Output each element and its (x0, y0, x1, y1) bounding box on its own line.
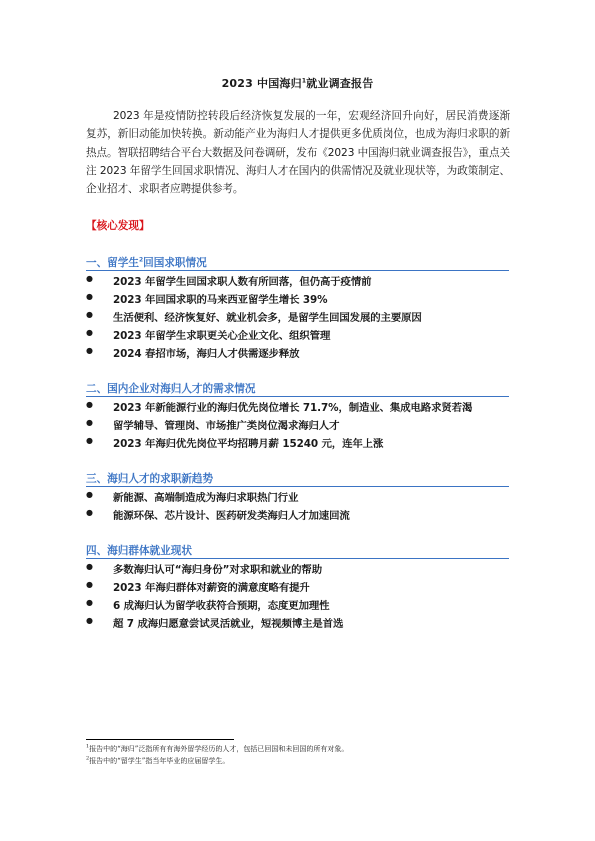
report-title (0, 75, 595, 91)
footnote-2-text: 报告中的“留学生”指当年毕业的应届留学生。 (89, 757, 230, 765)
section-2-rule (86, 396, 509, 397)
list-item-text: 6 成海归认为留学收获符合预期，态度更加理性 (113, 600, 330, 612)
section-1-title-suffix: 回国求职情况 (143, 257, 207, 269)
footnote-2-mark: 2 (86, 755, 90, 762)
footnote-separator (86, 739, 234, 740)
bullet-icon: ● (86, 508, 93, 517)
section-1-title (86, 255, 207, 270)
report-title-text: 2023 中国海归 (221, 77, 302, 90)
section-4-title: 四、海归群体就业现状 (86, 545, 192, 557)
core-findings-heading: 【核心发现】 (86, 220, 150, 232)
list-item-text: 2023 年回国求职的马来西亚留学生增长 39% (113, 294, 328, 306)
footnote-1-mark: 1 (86, 743, 90, 750)
footnote-1 (86, 744, 348, 754)
footnote-ref-1: 1 (301, 77, 307, 85)
section-4-rule (86, 558, 509, 559)
bullet-icon: ● (86, 274, 93, 283)
list-item-text: 新能源、高端制造成为海归求职热门行业 (113, 492, 299, 504)
section-1-rule (86, 270, 509, 271)
bullet-icon: ● (86, 598, 93, 607)
list-item-text: 生活便利、经济恢复好、就业机会多，是留学生回国发展的主要原因 (113, 312, 422, 324)
bullet-icon: ● (86, 490, 93, 499)
list-item-text: 多数海归认可“海归身份”对求职和就业的帮助 (113, 564, 322, 576)
list-item-text: 超 7 成海归愿意尝试灵活就业，短视频博主是首选 (113, 618, 344, 630)
report-title-suffix: 就业调查报告 (306, 77, 374, 90)
list-item-text: 2023 年留学生求职更关心企业文化、组织管理 (113, 330, 331, 342)
section-1-title-text: 一、留学生 (86, 257, 139, 269)
section-3-title: 三、海归人才的求职新趋势 (86, 473, 214, 485)
list-item-text: 留学辅导、管理岗、市场推广类岗位渴求海归人才 (113, 420, 340, 432)
list-item-text: 2023 年新能源行业的海归优先岗位增长 71.7%，制造业、集成电路求贤若渴 (113, 402, 473, 414)
bullet-icon: ● (86, 616, 93, 625)
bullet-icon: ● (86, 328, 93, 337)
footnote-ref-2: 2 (138, 256, 144, 264)
intro-paragraph: 2023 年是疫情防控转段后经济恢复发展的一年，宏观经济回升向好，居民消费逐渐复苏，新旧动能加快转换。新动能产业为海归人才提供更多优质岗位，也成为海归求职的新热点。智联招聘结合平台大数据及问卷调研，发布《2023 中国海归就业调查报告》，重点关注 2023 年留学生回国求职情况、海归人才在国内的供需情况及就业现状等，为政策制定、企业招才、求职者应聘提供参考。 (86, 110, 510, 196)
bullet-icon: ● (86, 292, 93, 301)
list-item-text: 2023 年海归优先岗位平均招聘月薪 15240 元，连年上涨 (113, 438, 384, 450)
bullet-icon: ● (86, 418, 93, 427)
bullet-icon: ● (86, 310, 93, 319)
section-3-rule (86, 486, 509, 487)
footnote-2 (86, 756, 229, 766)
bullet-icon: ● (86, 562, 93, 571)
list-item-text: 2024 春招市场，海归人才供需逐步释放 (113, 348, 300, 360)
bullet-icon: ● (86, 436, 93, 445)
list-item-text: 能源环保、芯片设计、医药研发类海归人才加速回流 (113, 510, 350, 522)
list-item-text: 2023 年留学生回国求职人数有所回落，但仍高于疫情前 (113, 276, 372, 288)
bullet-icon: ● (86, 346, 93, 355)
bullet-icon: ● (86, 580, 93, 589)
footnote-1-text: 报告中的“海归”泛指所有有海外留学经历的人才，包括已回国和未回国的所有对象。 (89, 745, 349, 753)
bullet-icon: ● (86, 400, 93, 409)
list-item-text: 2023 年海归群体对薪资的满意度略有提升 (113, 582, 310, 594)
section-2-title: 二、国内企业对海归人才的需求情况 (86, 383, 256, 395)
